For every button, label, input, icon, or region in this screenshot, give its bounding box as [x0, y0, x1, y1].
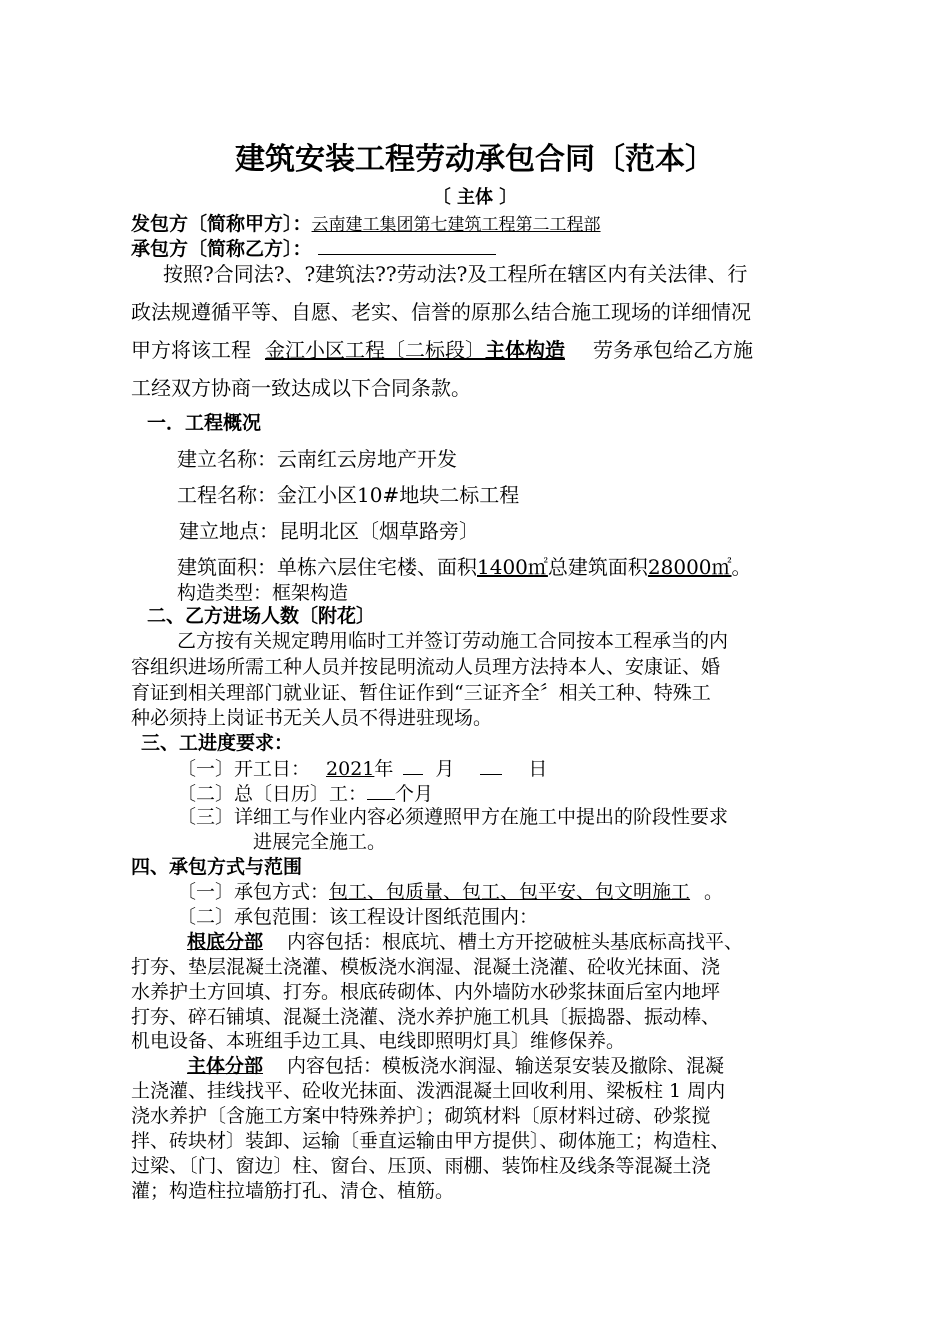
start-year: 2021: [326, 758, 375, 780]
intro-line-1: 按照?合同法?、?建筑法??劳动法?及工程所在辖区内有关法律、行: [163, 262, 748, 286]
main-part-line-6: 灌；构造柱拉墙筋打孔、清仓、植筋。: [131, 1180, 455, 1202]
contract-mode-value: 包工、包质量、包工、包平安、包文明施工: [329, 881, 691, 903]
intro-line-3-pre: 甲方将该工程: [131, 338, 251, 362]
main-part-line-1: 主体分部 内容包括：模板浇水润湿、输送泵安装及撤除、混凝: [187, 1055, 725, 1077]
base-part-line-3: 水养护土方回填、打夯。根底砖砌体、内外墙防水砂浆抹面后室内地坪: [131, 981, 721, 1003]
intro-line-4: 工经双方协商一致达成以下合同条款。: [131, 376, 471, 400]
base-part-line-2: 打夯、垫层混凝土浇灌、模板浇水润湿、混凝土浇灌、砼收光抹面、浇: [131, 956, 721, 978]
build-name: 建立名称：云南红云房地产开发: [177, 447, 457, 471]
party-b-label: 承包方〔简称乙方〕: [131, 238, 293, 260]
intro-line-3-post: 劳务承包给乙方施: [593, 338, 753, 362]
base-part-line-1: 根底分部 内容包括：根底坑、槽土方开挖破桩头基底标高找平、: [187, 931, 744, 953]
base-part-title: 根底分部: [187, 931, 264, 953]
main-part-line-5: 过梁、〔门、窗边〕柱、窗台、压顶、雨棚、装饰柱及线条等混凝土浇: [131, 1155, 711, 1177]
main-part-line-4: 拌、砖块材〕装卸、运输〔垂直运输由甲方提供〕、砌体施工；构造柱、: [131, 1130, 730, 1152]
section-3-heading: 三、工进度要求：: [141, 732, 294, 754]
section-2-line-3: 育证到相关理部门就业证、暂住证作到“三证齐全〞相关工种、特殊工: [131, 682, 711, 704]
contract-mode: 〔一〕承包方式：包工、包质量、包工、包平安、包文明施工 。: [177, 881, 724, 903]
party-b-sep: ：: [292, 238, 312, 260]
document-subtitle: 〔 主体 〕: [432, 187, 518, 208]
start-date: 〔一〕开工日： 2021年 月 日: [177, 758, 548, 780]
build-location: 建立地点：昆明北区〔烟草路旁〕: [179, 519, 479, 543]
total-area: 28000㎡: [647, 555, 732, 579]
main-part-line-2: 土浇灌、挂线找平、砼收光抹面、泼洒混凝土回收利用、梁板柱 1 周内: [131, 1080, 726, 1102]
intro-project-name: 金江小区工程〔二标段〕: [265, 338, 485, 362]
contract-scope: 〔二〕承包范围：该工程设计图纸范围内：: [177, 906, 539, 928]
party-a-sep: ：: [292, 213, 312, 235]
party-a-line: [131, 212, 601, 237]
detail-line-1: 〔三〕详细工与作业内容必须遵照甲方在施工中提出的阶段性要求: [177, 806, 729, 828]
party-a-label: 发包方〔简称甲方〕: [131, 213, 293, 235]
start-month-blank: [403, 756, 423, 775]
base-part-line-4: 打夯、碎石铺填、混凝土浇灌、浇水养护施工机具〔振捣器、振动棒、: [131, 1006, 721, 1028]
duration-blank: [367, 781, 395, 800]
main-part-title: 主体分部: [187, 1055, 264, 1077]
start-day-blank: [480, 756, 502, 775]
duration: 〔二〕总〔日历〕工： 个月: [177, 783, 434, 805]
detail-line-2: 进展完全施工。: [253, 831, 387, 853]
party-b-line: [131, 236, 496, 261]
section-2-heading: 二、乙方进场人数〔附花〕: [147, 605, 376, 627]
section-2-line-2: 容组织进场所需工种人员并按昆明流动人员理方法持本人、安康证、婚: [131, 656, 721, 678]
section-4-heading: 四、承包方式与范围: [131, 856, 303, 878]
party-b-blank: [318, 236, 496, 255]
main-part-line-3: 浇水养护〔含施工方案中特殊养护〕；砌筑材料〔原材料过磅、砂浆搅: [131, 1105, 711, 1127]
party-a-value: 云南建工集团第七建筑工程第二工程部: [311, 215, 601, 235]
intro-line-2: 政法规遵循平等、自愿、老实、信誉的原那么结合施工现场的详细情况: [131, 300, 751, 324]
project-name: 工程名称：金江小区10#地块二标工程: [177, 483, 520, 507]
section-2-line-4: 种必须持上岗证书无关人员不得进驻现场。: [131, 707, 493, 729]
structure-type: 构造类型：框架构造: [177, 582, 349, 604]
intro-scope-bold: 主体构造: [485, 338, 565, 362]
base-part-line-5: 机电设备、本班组手边工具、电线即照明灯具〕维修保养。: [131, 1030, 626, 1052]
document-title: 建筑安装工程劳动承包合同〔范本〕: [235, 142, 715, 177]
build-area: 建筑面积：单栋六层住宅楼、面积1400㎡总建筑面积28000㎡。: [177, 555, 752, 579]
intro-line-3: [131, 338, 753, 362]
section-2-line-1: 乙方按有关规定聘用临时工并签订劳动施工合同按本工程承当的内: [177, 630, 729, 652]
section-1-heading: 一．工程概况: [147, 412, 262, 434]
single-area: 1400㎡: [477, 555, 548, 579]
